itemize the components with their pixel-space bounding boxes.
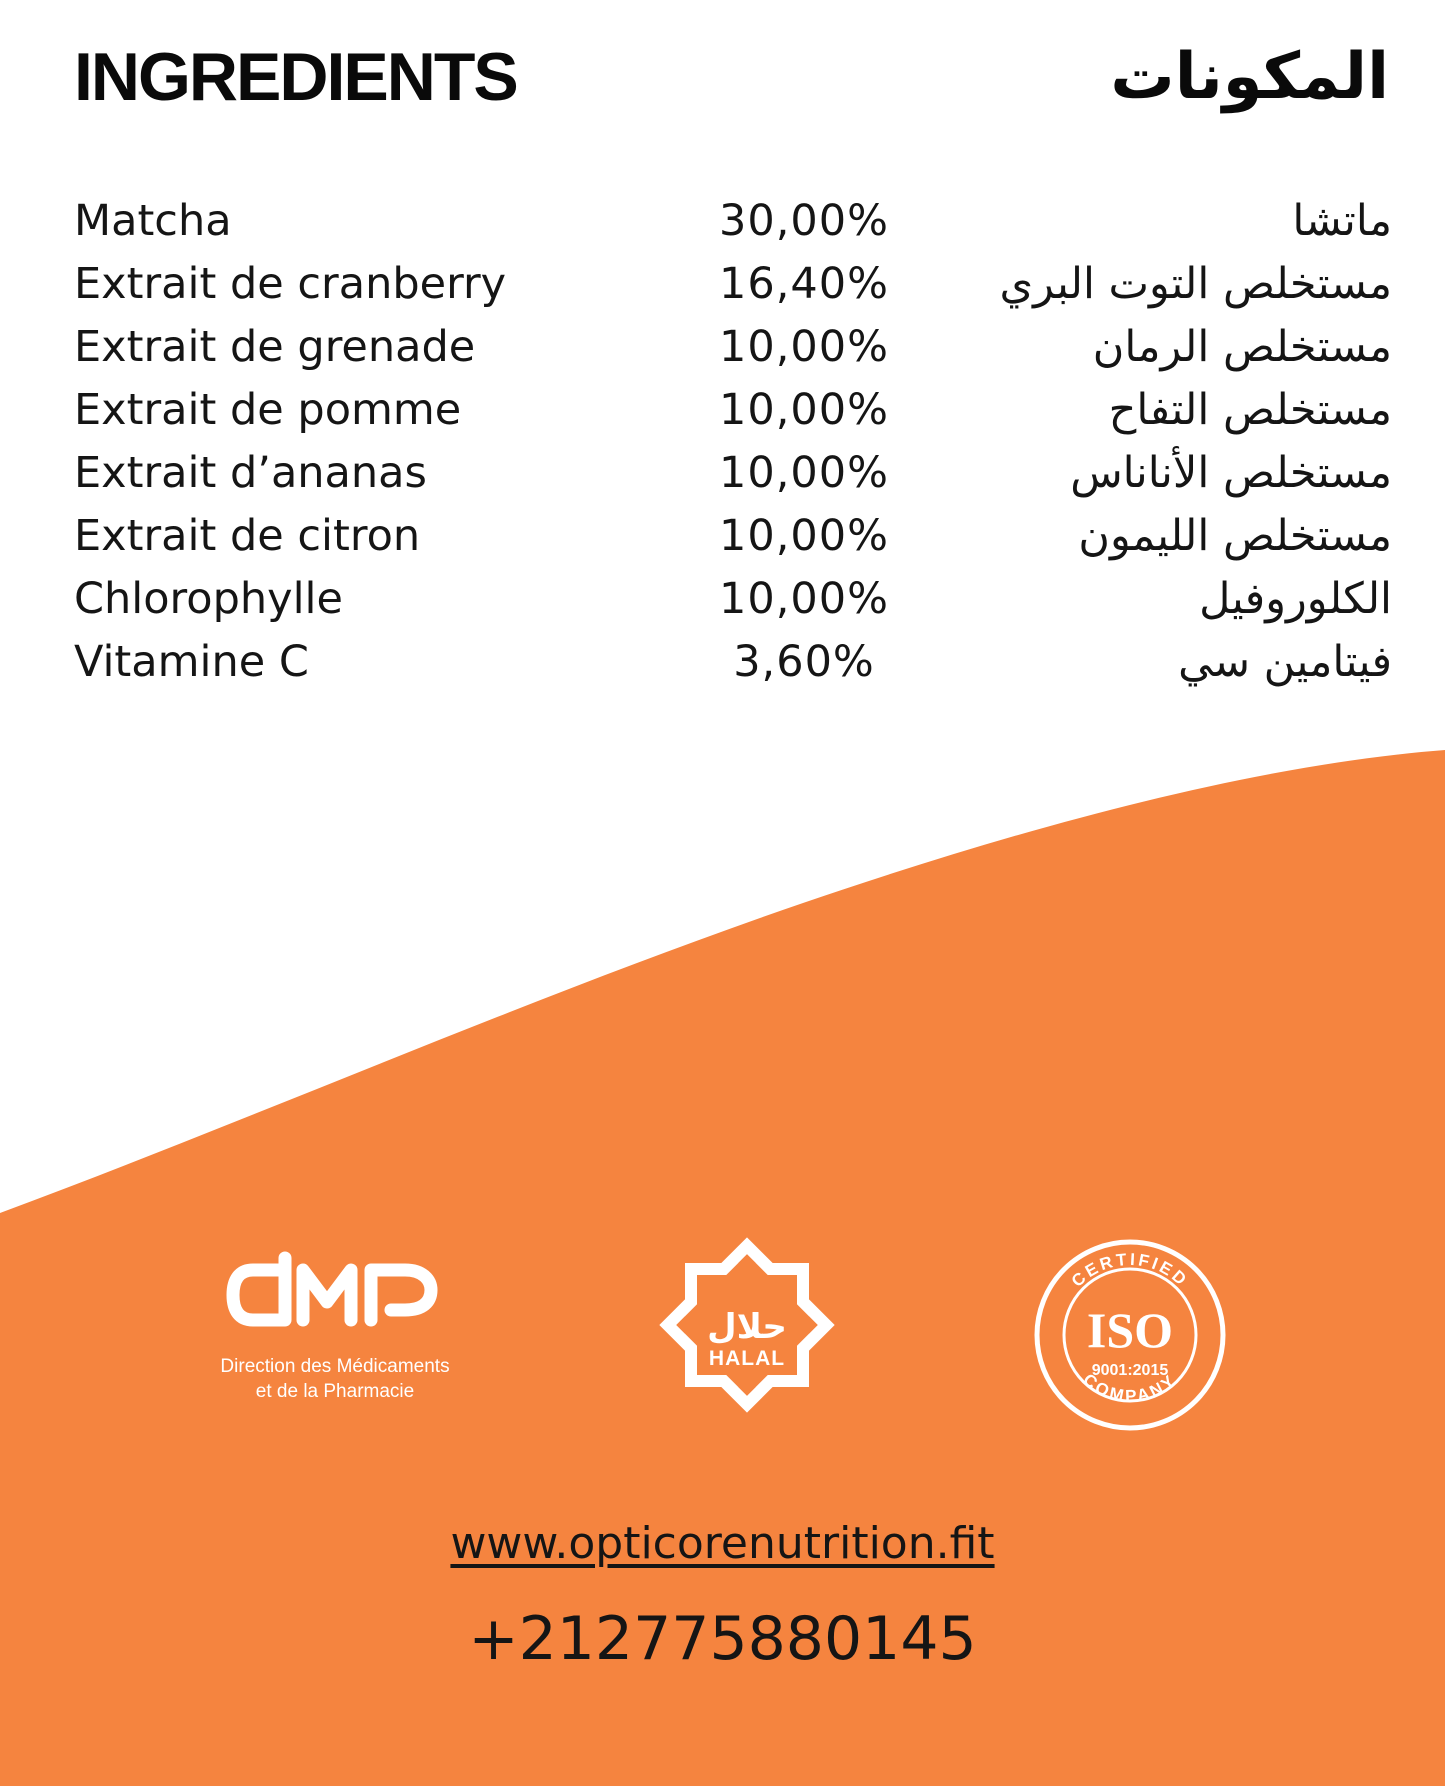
ingredient-name-ar: مستخلص التفاح — [1108, 385, 1392, 435]
ingredient-row — [74, 253, 1392, 316]
iso-seal-icon — [1030, 1235, 1230, 1435]
iso-logo — [1030, 1235, 1230, 1439]
dmp-caption-line1: Direction des Médicaments — [220, 1356, 450, 1377]
ingredient-percentage: 16,40% — [719, 259, 889, 309]
dmp-logo — [175, 1250, 495, 1404]
halal-english-text: HALAL — [708, 1347, 786, 1370]
ingredient-name-fr: Matcha — [74, 196, 232, 246]
dmp-caption-line2: et de la Pharmacie — [255, 1381, 415, 1402]
iso-main-text: ISO — [1086, 1302, 1174, 1358]
iso-top-text: CERTIFIED — [1067, 1249, 1193, 1291]
ingredient-name-fr: Extrait de citron — [74, 511, 421, 561]
ingredient-name-ar: مستخلص الأناناس — [1070, 448, 1392, 498]
ingredient-percentage: 30,00% — [719, 196, 889, 246]
ingredient-row — [74, 190, 1392, 253]
ingredient-name-fr: Vitamine C — [74, 637, 309, 687]
ingredient-percentage: 10,00% — [719, 322, 889, 372]
ingredient-percentage: 10,00% — [719, 511, 889, 561]
ingredient-name-ar: مستخلص الليمون — [1078, 511, 1392, 561]
ingredient-percentage: 10,00% — [719, 448, 889, 498]
ingredient-name-fr: Extrait d’ananas — [74, 448, 427, 498]
halal-arabic-text: حلال — [707, 1307, 787, 1347]
ingredient-row — [74, 568, 1392, 631]
halal-logo — [647, 1225, 847, 1429]
ingredient-name-ar: الكلوروفيل — [1199, 574, 1392, 624]
dmp-caption — [175, 1354, 495, 1404]
ingredient-name-fr: Extrait de pomme — [74, 385, 462, 435]
page-title-fr: INGREDIENTS — [74, 39, 517, 115]
iso-standard-text: 9001:2015 — [1091, 1362, 1169, 1379]
ingredient-name-fr: Extrait de cranberry — [74, 259, 507, 309]
ingredient-percentage: 10,00% — [719, 385, 889, 435]
ingredient-row — [74, 316, 1392, 379]
certification-logos — [0, 1220, 1445, 1440]
dmp-logo-icon — [225, 1250, 445, 1340]
page-title-ar: المكونات — [1110, 40, 1389, 114]
ingredients-table — [74, 190, 1392, 694]
ingredient-percentage: 10,00% — [719, 574, 889, 624]
ingredient-percentage: 3,60% — [733, 637, 875, 687]
ingredient-row — [74, 442, 1392, 505]
ingredient-name-fr: Chlorophylle — [74, 574, 343, 624]
phone-number: +212775880145 — [468, 1604, 977, 1674]
ingredient-row — [74, 505, 1392, 568]
ingredient-name-fr: Extrait de grenade — [74, 322, 476, 372]
ingredient-name-ar: مستخلص التوت البري — [999, 259, 1392, 309]
ingredient-name-ar: مستخلص الرمان — [1092, 322, 1392, 372]
ingredient-row — [74, 631, 1392, 694]
iso-bottom-text: COMPANY — [1079, 1369, 1181, 1406]
website-link[interactable]: www.opticorenutrition.fit — [450, 1518, 995, 1569]
ingredient-name-ar: فيتامين سي — [1178, 637, 1392, 687]
ingredient-name-ar: ماتشا — [1292, 196, 1392, 246]
ingredient-row — [74, 379, 1392, 442]
